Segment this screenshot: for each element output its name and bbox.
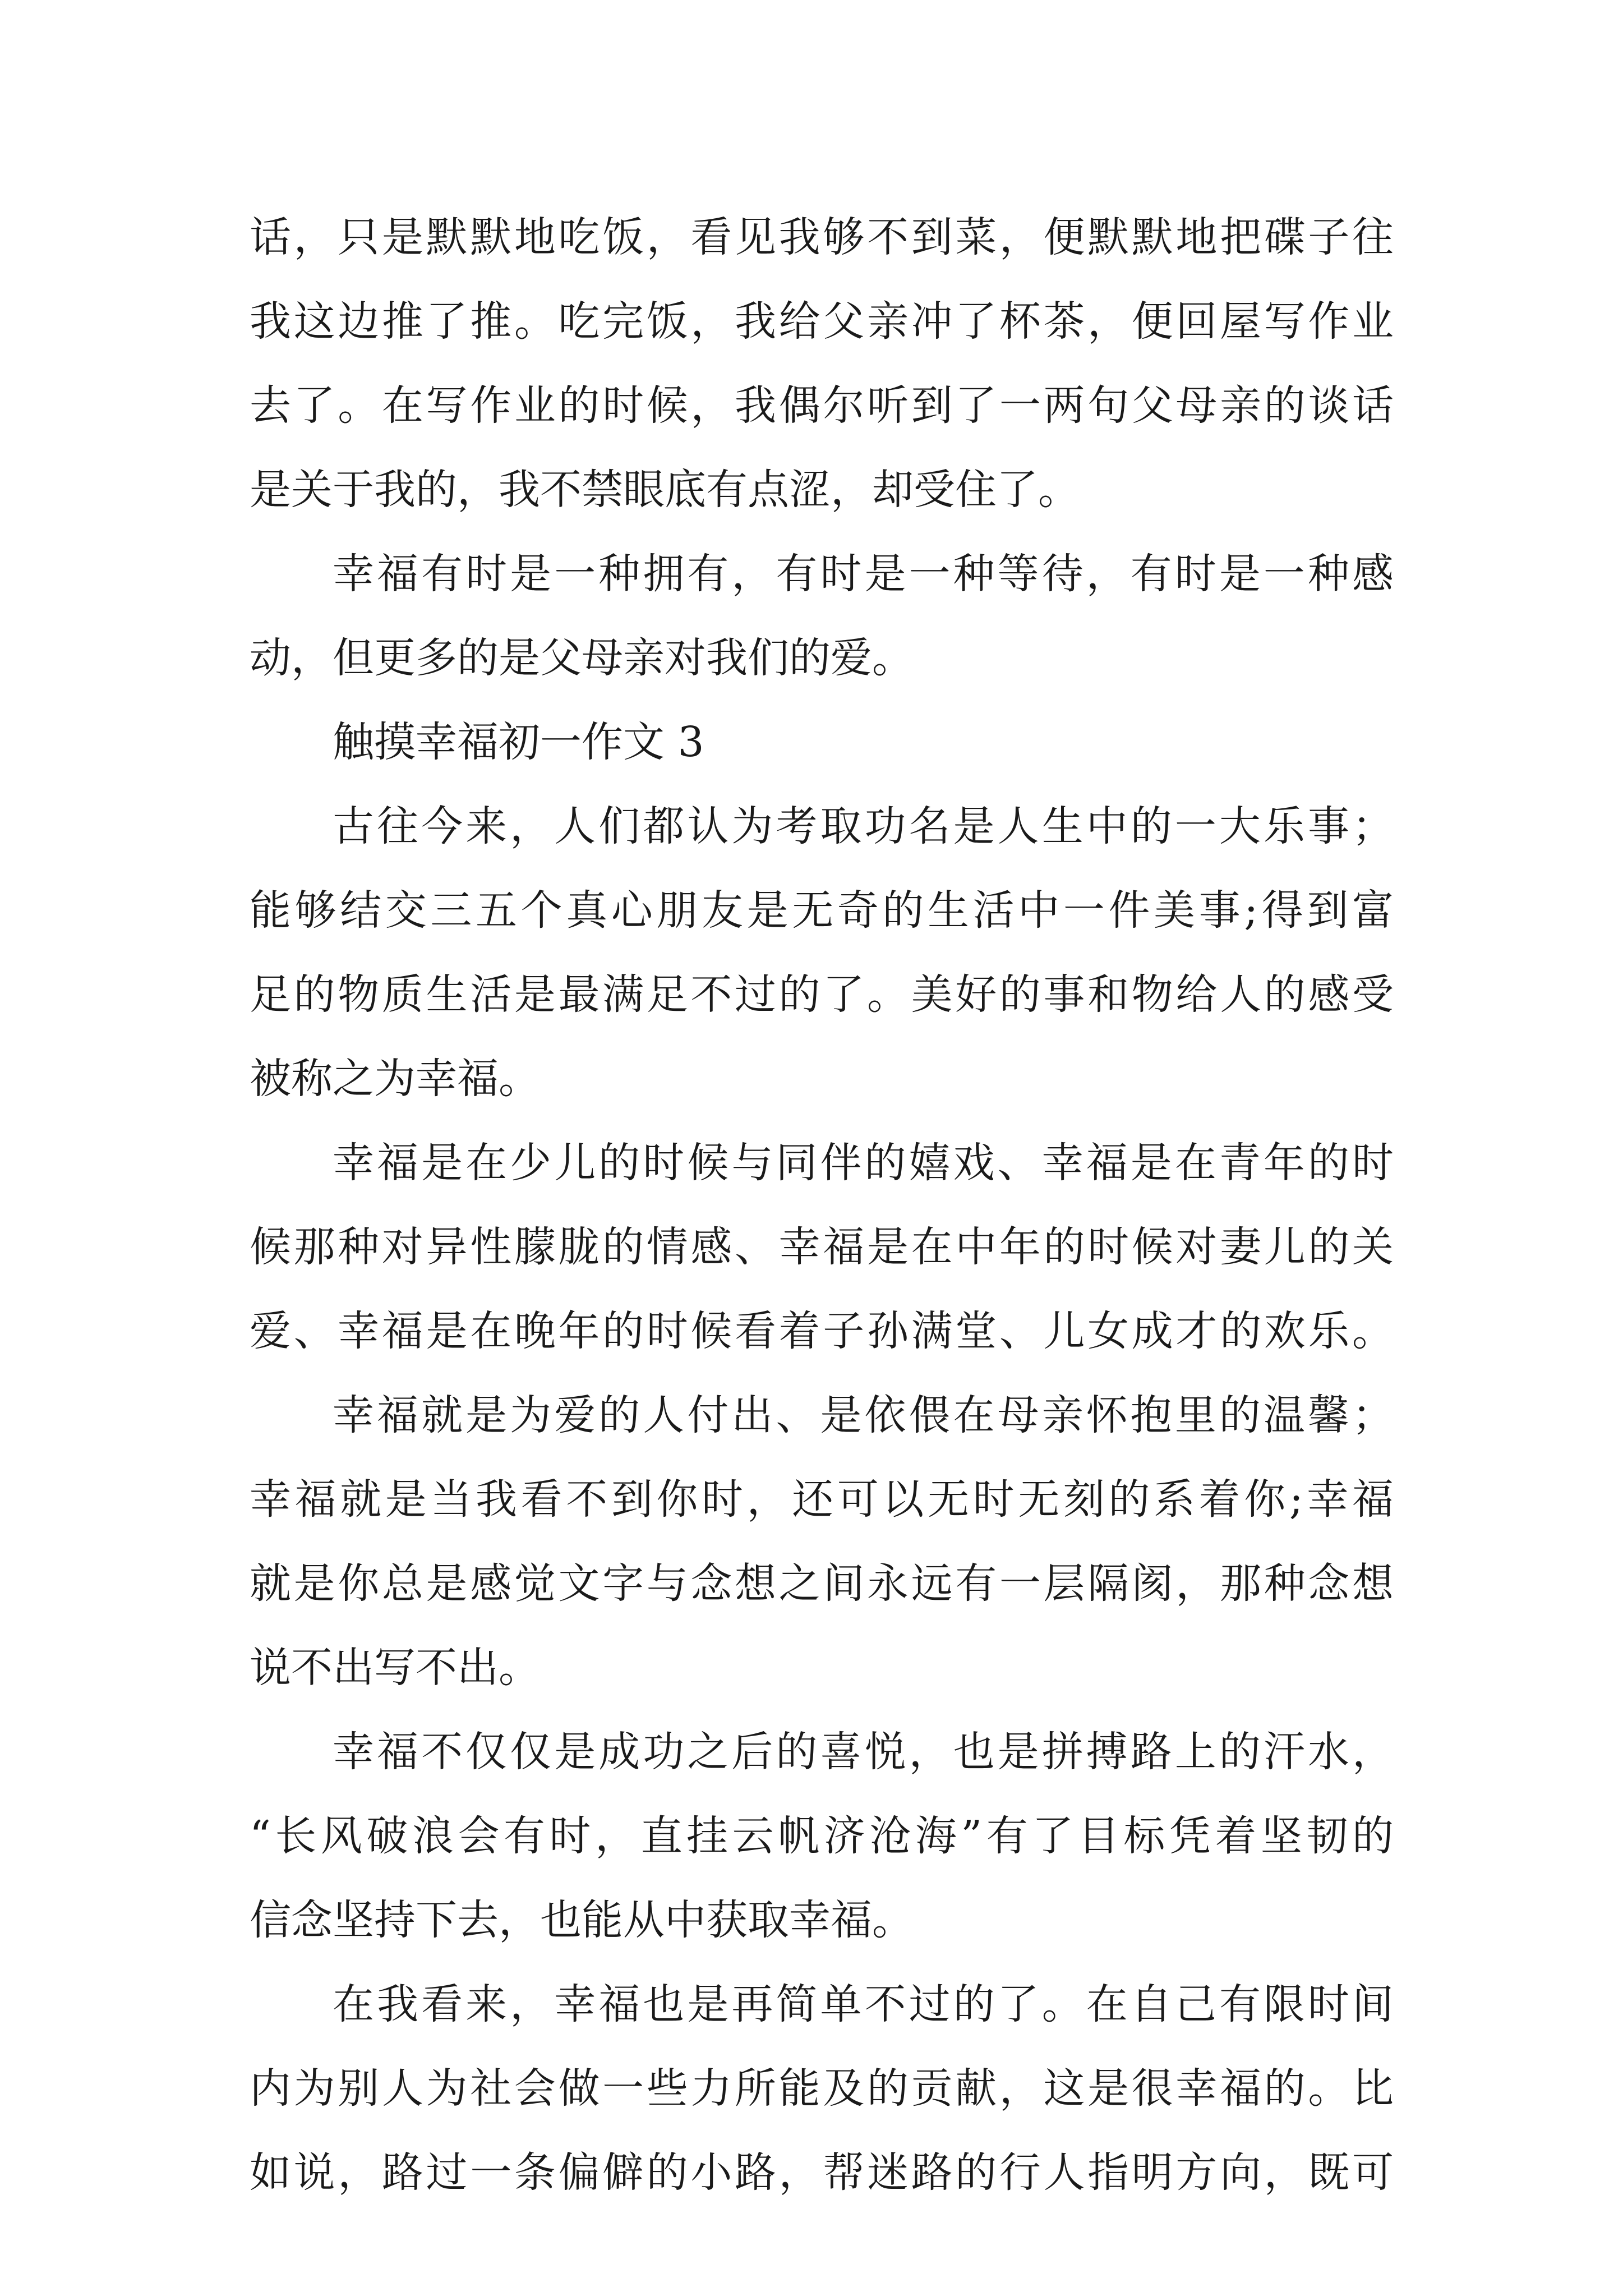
paragraph-first-line: 幸福有时是一种拥有，有时是一种等待，有时是一种感 [333,550,1394,598]
text-line: “长风破浪会有时，直挂云帆济沧海”有了目标凭着坚韧的 [250,1812,1394,1860]
paragraph-first-line: 古往今来，人们都认为考取功名是人生中的一大乐事； [333,802,1394,850]
section-heading: 触摸幸福初一作文 3 [333,718,704,766]
text-line: 动，但更多的是父母亲对我们的爱。 [250,634,914,682]
text-line: 足的物质生活是最满足不过的了。美好的事和物给人的感受 [250,970,1394,1019]
text-line: 爱、幸福是在晚年的时候看着子孙满堂、儿女成才的欢乐。 [250,1307,1394,1355]
text-line: 去了。在写作业的时候，我偶尔听到了一两句父母亲的谈话 [250,381,1394,430]
text-line: 被称之为幸福。 [250,1055,540,1103]
text-line: 内为别人为社会做一些力所能及的贡献，这是很幸福的。比 [250,2064,1394,2113]
text-line: 就是你总是感觉文字与念想之间永远有一层隔阂，那种念想 [250,1559,1394,1608]
document-body [250,195,1394,2215]
text-line: 能够结交三五个真心朋友是无奇的生活中一件美事;得到富 [250,886,1394,935]
paragraph-first-line: 在我看来，幸福也是再简单不过的了。在自己有限时间 [333,1980,1394,2028]
text-line: 幸福就是当我看不到你时，还可以无时无刻的系着你;幸福 [250,1475,1394,1524]
text-line: 说不出写不出。 [250,1644,540,1692]
text-line: 信念坚持下去，也能从中获取幸福。 [250,1896,914,1944]
text-line: 是关于我的，我不禁眼底有点涩，却受住了。 [250,466,1080,514]
text-line: 候那种对异性朦胧的情感、幸福是在中年的时候对妻儿的关 [250,1223,1394,1271]
text-line: 我这边推了推。吃完饭，我给父亲冲了杯茶，便回屋写作业 [250,297,1394,346]
paragraph-first-line: 幸福不仅仅是成功之后的喜悦，也是拼搏路上的汗水， [333,1728,1394,1776]
text-line: 如说，路过一条偏僻的小路，帮迷路的行人指明方向，既可 [250,2148,1394,2197]
paragraph-first-line: 幸福就是为爱的人付出、是依偎在母亲怀抱里的温馨； [333,1391,1394,1439]
paragraph-first-line: 幸福是在少儿的时候与同伴的嬉戏、幸福是在青年的时 [333,1139,1394,1187]
text-line: 话，只是默默地吃饭，看见我够不到菜，便默默地把碟子往 [250,213,1394,261]
